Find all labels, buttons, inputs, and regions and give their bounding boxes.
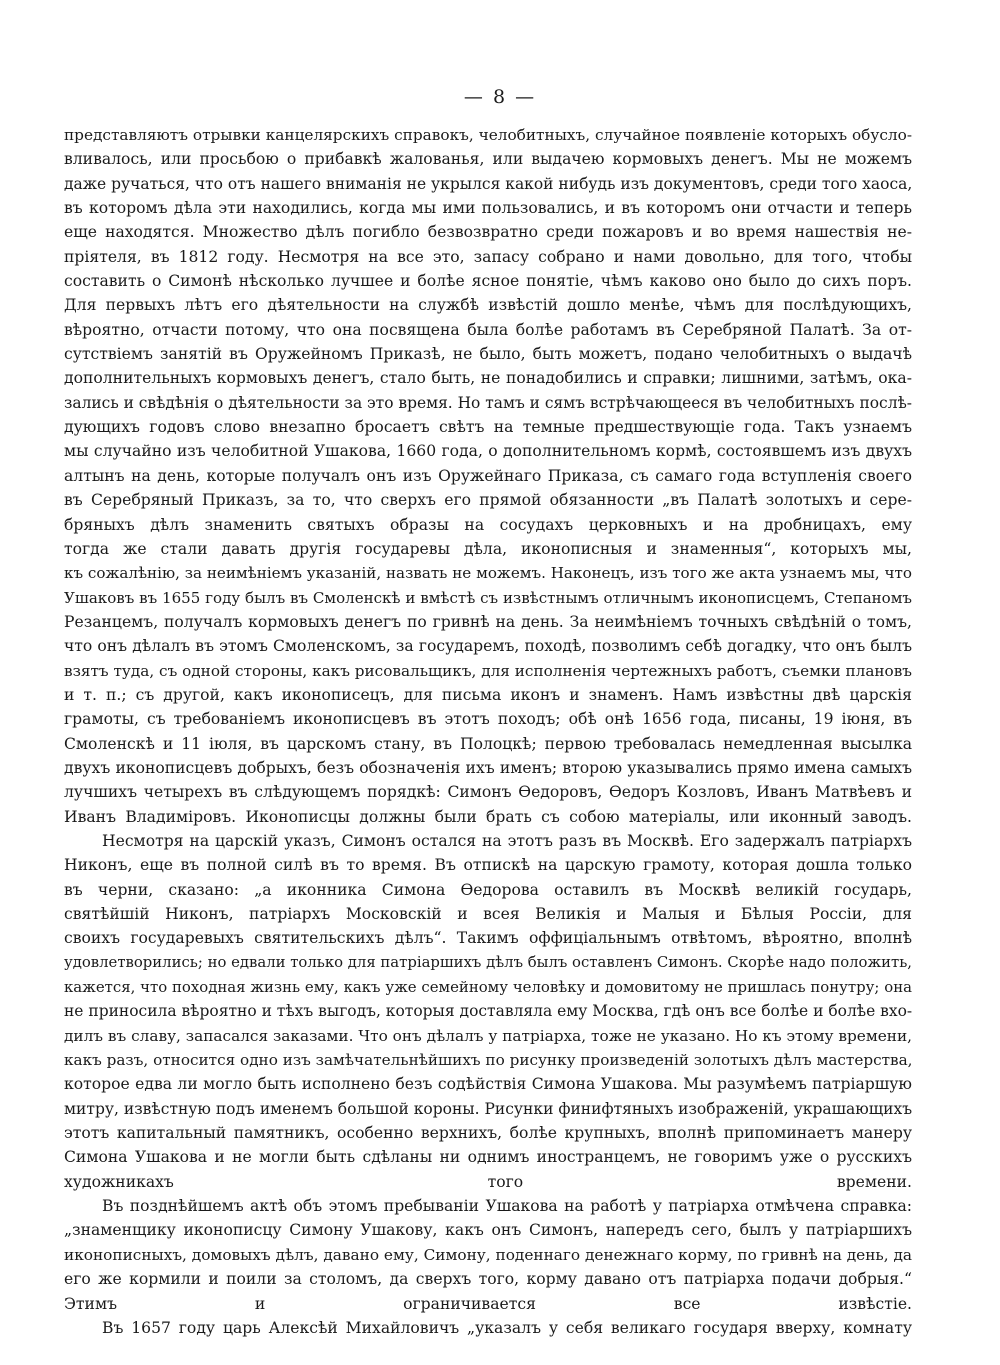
paragraph: [64, 1194, 912, 1316]
text-line: грамоты, съ требованіемъ иконописцевъ въ этотъ походъ; обѣ онѣ 1656 года, писаны, 19 іюня, въ: [64, 710, 912, 729]
text-line: дилъ въ славу, запасался заказами. Что онъ дѣлалъ у патріарха, тоже не указано. Но къ этому времени,: [64, 1026, 912, 1045]
text-line: его же кормили и поили за столомъ, да сверхъ того, корму давано отъ патріарха подачи добрыя.“: [64, 1270, 912, 1289]
text-line: Иванъ Владиміровъ. Иконописцы должны были брать съ собою матеріалы, или иконный заводъ.: [64, 807, 912, 826]
text-line: взятъ туда, съ одной стороны, какъ рисовальщикъ, для исполненія чертежныхъ работъ, съемки плановъ: [64, 661, 912, 680]
text-line: кажется, что походная жизнь ему, какъ уже семейному человѣку и домовитому не пришлась понутру; она: [64, 978, 912, 997]
paragraph: [64, 1316, 912, 1340]
paragraph: [64, 829, 912, 1194]
text-line: и т. п.; съ другой, какъ иконописецъ, для письма иконъ и знаменъ. Намъ извѣстны двѣ царскія: [64, 685, 912, 704]
text-line: еще находятся. Множество дѣлъ погибло безвозвратно среди пожаровъ и во время нашествія не-: [64, 223, 912, 242]
text-line: сутствіемъ занятій въ Оружейномъ Приказѣ, не было, быть можетъ, подано челобитныхъ о выдачѣ: [64, 345, 912, 364]
text-line: иконописныхъ, домовыхъ дѣлъ, давано ему, Симону, поденнаго денежнаго корму, по гривнѣ на день, да: [64, 1245, 912, 1264]
text-line: что онъ дѣлалъ въ этомъ Смоленскомъ, за государемъ, походѣ, позволимъ себѣ догадку, что онъ былъ: [64, 637, 912, 656]
text-line: Смоленскѣ и 11 іюля, въ царскомъ стану, въ Полоцкѣ; первою требовалась немедленная высылка: [64, 734, 912, 753]
text-line: не приносила вѣроятно и тѣхъ выгодъ, которыя доставляла ему Москва, гдѣ онъ все болѣе и болѣе вхо-: [64, 1002, 913, 1021]
text-line: удовлетворились; но едвали только для патріаршихъ дѣлъ былъ оставленъ Симонъ. Скорѣе надо положить,: [64, 953, 912, 971]
text-line: святѣйшій Никонъ, патріархъ Московскій и всея Великія и Малыя и Бѣлыя Россіи, для: [64, 905, 912, 923]
text-line: вѣроятно, отчасти потому, что она посвящена была болѣе работамъ въ Серебряной Палатѣ. За от-: [64, 320, 912, 339]
text-line: Симона Ушакова и не могли быть сдѣланы ни однимъ иностранцемъ, не говоримъ уже о русскихъ: [64, 1148, 912, 1167]
text-line: дующихъ годовъ слово внезапно бросаетъ свѣтъ на темные предшествующіе года. Такъ узнаемъ: [64, 418, 912, 437]
text-line: художникахъ того времени.: [64, 1172, 912, 1191]
text-line: Резанцемъ, получалъ кормовыхъ денегъ по гривнѣ на день. За неимѣніемъ точныхъ свѣдѣній о томъ,: [64, 612, 912, 631]
text-line: составить о Симонѣ нѣсколько лучшее и болѣе ясное понятіе, чѣмъ каково оно было до сихъ поръ.: [64, 272, 912, 291]
text-line: дополнительныхъ кормовыхъ денегъ, стало быть, не понадобились и справки; лишними, затѣмъ, ока-: [64, 369, 912, 388]
text-line: алтынъ на день, которые получалъ онъ изъ Оружейнаго Приказа, съ самаго года вступленія своего: [64, 466, 912, 485]
paragraph: [64, 123, 912, 829]
text-line: „знаменщику иконописцу Симону Ушакову, какъ онъ Симонъ, напередъ сего, былъ у патріаршихъ: [64, 1221, 912, 1240]
text-line: въ черни, сказано: „а иконника Симона Ѳедорова оставилъ въ Москвѣ великій государь,: [64, 880, 912, 899]
text-line: мы случайно изъ челобитной Ушакова, 1660 года, о дополнительномъ кормѣ, состоявшемъ изъ двухъ: [64, 442, 912, 461]
text-line: лучшихъ четырехъ въ слѣдующемъ порядкѣ: Симонъ Ѳедоровъ, Ѳедоръ Козловъ, Иванъ Матвѣевъ и: [64, 783, 912, 802]
text-line: въ которомъ дѣла эти находились, когда мы ими пользовались, и въ которомъ они отчасти и теперь: [64, 199, 912, 218]
text-line: Этимъ и ограничивается все извѣстіе.: [64, 1294, 912, 1313]
text-line: своихъ государевыхъ святительскихъ дѣлъ“. Такимъ оффиціальнымъ отвѣтомъ, вѣроятно, вполнѣ: [64, 929, 912, 948]
text-line: Въ позднѣйшемъ актѣ объ этомъ пребываніи Ушакова на работѣ у патріарха отмѣчена справка:: [102, 1197, 912, 1216]
text-line: пріятеля, въ 1812 году. Несмотря на все это, запасу собрано и нами довольно, для того, чтобы: [64, 247, 912, 266]
text-line: зались и свѣдѣнія о дѣятельности за это время. Но тамъ и сямъ встрѣчающееся въ челобитныхъ послѣ-: [64, 393, 913, 412]
text-line: которое едва ли могло быть исполнено безъ содѣйствія Симона Ушакова. Мы разумѣемъ патріаршую: [64, 1075, 912, 1094]
text-line: этотъ капитальный памятникъ, особенно верхнихъ, болѣе крупныхъ, вполнѣ припоминаетъ манеру: [64, 1124, 912, 1143]
text-line: бряныхъ дѣлъ знаменить святыхъ образы на сосудахъ церковныхъ и на дробницахъ, ему: [64, 515, 912, 534]
text-line: вливалось, или просьбою о прибавкѣ жалованья, или выдачею кормовыхъ денегъ. Мы не можемъ: [64, 150, 912, 169]
text-line: митру, извѣстную подъ именемъ большой короны. Рисунки финифтяныхъ изображеній, украшающихъ: [64, 1099, 913, 1118]
text-line: въ Серебряный Приказъ, за то, что сверхъ его прямой обязанности „въ Палатѣ золотыхъ и сере-: [64, 491, 912, 510]
text-line: Для первыхъ лѣтъ его дѣятельности на службѣ извѣстій дошло менѣе, чѣмъ для послѣдующихъ,: [64, 296, 912, 315]
text-line: двухъ иконописцевъ добрыхъ, безъ обозначенія ихъ именъ; второю указывались прямо имена самыхъ: [64, 758, 912, 777]
text-line: даже ручаться, что отъ нашего вниманія не укрылся какой нибудь изъ документовъ, среди того хаоса,: [64, 174, 913, 193]
text-line: тогда же стали давать другія государевы дѣла, иконописныя и знаменныя“, которыхъ мы,: [64, 539, 912, 558]
text-line: представляютъ отрывки канцелярскихъ справокъ, челобитныхъ, случайное появленіе которыхъ обусло-: [64, 126, 912, 144]
text-line: Несмотря на царскій указъ, Симонъ остался на этотъ разъ въ Москвѣ. Его задержалъ патріархъ: [102, 831, 912, 850]
page-number: — 8 —: [463, 86, 537, 108]
text-line: Никонъ, еще въ полной силѣ въ то время. Въ отпискѣ на царскую грамоту, которая дошла только: [64, 856, 912, 875]
body-text: [64, 123, 912, 1340]
text-line: Ушаковъ въ 1655 году былъ въ Смоленскѣ и вмѣстѣ съ извѣстнымъ отличнымъ иконописцемъ, Степаномъ: [64, 588, 912, 607]
text-line: какъ разъ, относится одно изъ замѣчательнѣйшихъ по рисунку произведеній золотыхъ дѣлъ мастерства,: [64, 1051, 913, 1070]
text-line: къ сожалѣнію, за неимѣніемъ указаній, назвать не можемъ. Наконецъ, изъ того же акта узнаемъ мы, что: [64, 564, 912, 583]
text-line: Въ 1657 году царь Алексѣй Михайловичъ „указалъ у себя великаго государя вверху, комнату: [102, 1318, 912, 1337]
